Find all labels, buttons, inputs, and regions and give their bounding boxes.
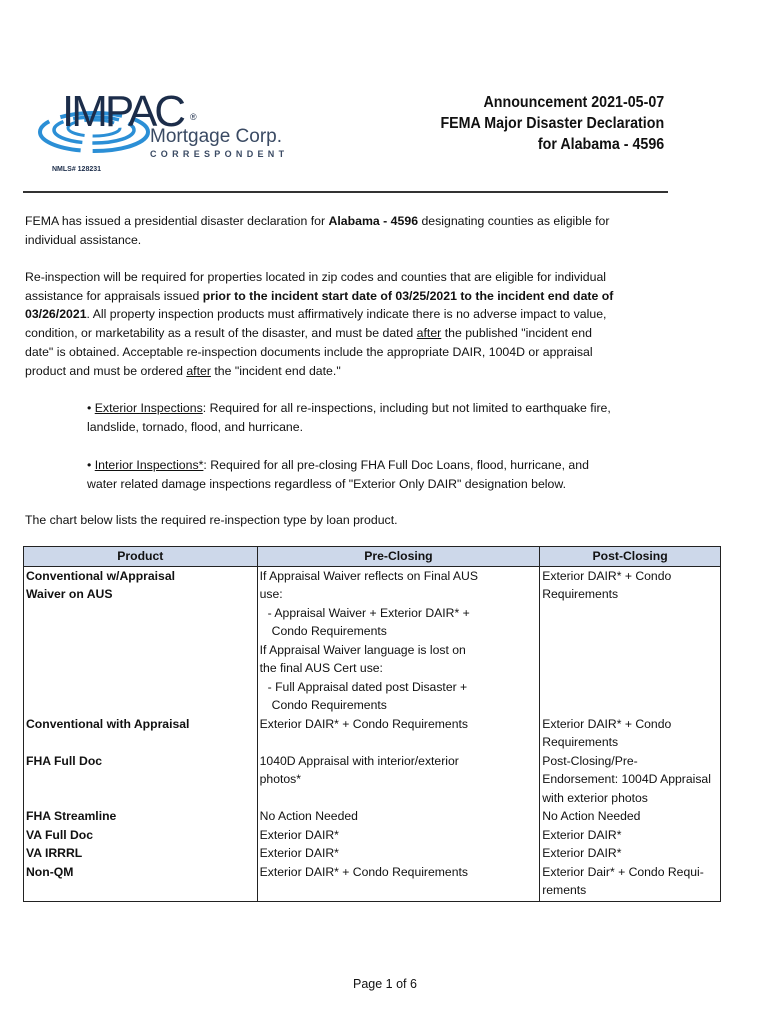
intro-text: FEMA has issued a presidential disaster declaration for [25, 214, 329, 228]
intro-paragraph [25, 212, 625, 249]
pre-closing-cell: If Appraisal Waiver reflects on Final AUS use: - Appraisal Waiver + Exterior DAIR* + Condo Requirements If Appraisal Waiver language is lost on the final AUS Cert use: - Full Appraisal dated post Disaster + Condo Requirements [257, 566, 540, 715]
declaration-state: for Alabama - 4596 [537, 136, 664, 153]
chart-intro: The chart below lists the required re-inspection type by loan product. [25, 513, 398, 527]
logo-mortgage-corp: Mortgage Corp. [150, 126, 283, 147]
product-cell: VA IRRRL [24, 844, 258, 863]
post-closing-cell: No Action Needed [540, 807, 721, 826]
bullet-text: : Required for all pre-closing FHA Full Doc Loans, flood, hurricane, and water related damage inspections regardless of "Exterior Only DAIR" designation below. [87, 458, 589, 491]
pre-closing-cell: Exterior DAIR* [257, 826, 540, 845]
post-closing-cell: Exterior Dair* + Condo Requi- rements [540, 863, 721, 902]
product-cell: Conventional w/Appraisal Waiver on AUS [24, 566, 258, 715]
pre-closing-cell: Exterior DAIR* + Condo Requirements [257, 863, 540, 902]
table-row [24, 844, 721, 863]
post-closing-cell: Exterior DAIR* [540, 844, 721, 863]
header-divider [23, 191, 668, 193]
reinspection-text: Re-inspection will be required for properties located in zip codes and counties that are eligible for individual assistance for appraisals issued [25, 270, 607, 303]
product-cell: FHA Streamline [24, 807, 258, 826]
bullet-icon: • [87, 458, 92, 472]
pre-closing-cell: 1040D Appraisal with interior/exterior photos* [257, 752, 540, 808]
bullet-interior [87, 456, 617, 493]
table-row [24, 715, 721, 752]
bullet-icon: • [87, 401, 92, 415]
pre-closing-cell: Exterior DAIR* [257, 844, 540, 863]
reinspection-paragraph [25, 268, 620, 380]
underlined-after-2: after [186, 363, 211, 378]
post-closing-cell: Post-Closing/Pre- Endorsement: 1004D Appraisal with exterior photos [540, 752, 721, 808]
impac-logo [36, 86, 296, 176]
registered-mark: ® [190, 112, 197, 122]
incident-dates: prior to the incident start date of 03/25/2021 to the incident end date of 03/26/2021 [25, 288, 614, 322]
intro-text-end: designating counties as eligible for individual assistance. [25, 214, 610, 247]
reinspection-text-3: the published "incident end date" is obtained. Acceptable re-inspection documents include the appropriate DAIR, 1004D or appraisal product and must be ordered [25, 326, 593, 378]
header-product: Product [24, 547, 258, 567]
post-closing-cell: Exterior DAIR* + Condo Requirements [540, 566, 721, 715]
intro-bold-state: Alabama - 4596 [328, 214, 419, 228]
product-cell: Non-QM [24, 863, 258, 902]
table-row [24, 863, 721, 902]
table-row [24, 566, 721, 715]
product-cell: VA Full Doc [24, 826, 258, 845]
underlined-after: after [416, 326, 442, 341]
table-row [24, 826, 721, 845]
table-row [24, 752, 721, 808]
reinspection-text-4: the "incident end date." [210, 363, 341, 378]
logo-correspondent: CORRESPONDENT [150, 149, 289, 159]
bullet-exterior [87, 399, 622, 436]
logo-wordmark: IMPAC [62, 87, 184, 136]
bullet-label: Interior Inspections* [94, 458, 204, 472]
product-cell: Conventional with Appraisal [24, 715, 258, 752]
page-number: Page 1 of 6 [353, 977, 417, 991]
table-row [24, 807, 721, 826]
announcement-number: Announcement 2021-05-07 [483, 94, 664, 111]
nmls-number: NMLS# 128231 [52, 166, 102, 173]
bullet-label: Exterior Inspections [94, 401, 203, 415]
table-header-row [24, 547, 721, 567]
announcement-title [440, 92, 664, 155]
product-cell: FHA Full Doc [24, 752, 258, 808]
bullet-text: : Required for all re-inspections, including but not limited to earthquake fire, landslide, tornado, flood, and hurricane. [87, 401, 611, 434]
post-closing-cell: Exterior DAIR* + Condo Requirements [540, 715, 721, 752]
pre-closing-cell: Exterior DAIR* + Condo Requirements [257, 715, 540, 752]
reinspection-text-2: . All property inspection products must affirmatively indicate there is no adverse impact to value, condition, or marketability as a result of the disaster, and must be dated [25, 307, 607, 341]
post-closing-cell: Exterior DAIR* [540, 826, 721, 845]
pre-closing-cell: No Action Needed [257, 807, 540, 826]
header-post-closing: Post-Closing [540, 547, 721, 567]
reinspection-table [23, 546, 721, 902]
declaration-title: FEMA Major Disaster Declaration [440, 115, 664, 132]
header-pre-closing: Pre-Closing [257, 547, 540, 567]
